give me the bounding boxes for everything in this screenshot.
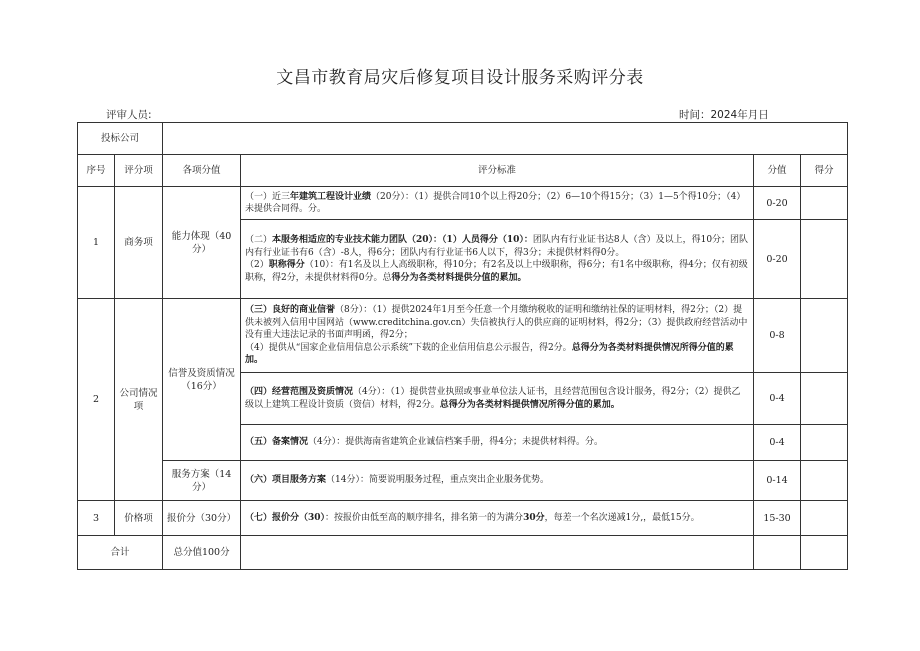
criterion-1: （一）近三年建筑工程设计业绩（20分）：（1）提供合同10个以上得20分；（2）6—10个得15分；（3）1—5个得10分；（4）未提供合同得。分。 [241,187,754,220]
bidder-row [78,123,848,155]
bidder-value-cell[interactable] [163,123,848,155]
row-seq: 1 [78,187,115,299]
total-standard-cell [241,536,754,570]
scoring-table [77,122,848,570]
score-cell-3[interactable] [801,299,848,373]
row-seq: 2 [78,299,115,501]
table-row [78,501,848,536]
total-range-cell [754,536,801,570]
header-seq: 序号 [78,155,115,187]
header-score-range: 分值 [754,155,801,187]
score-cell-4[interactable] [801,373,848,425]
score-cell-6[interactable] [801,461,848,501]
header-score: 得分 [801,155,848,187]
total-label: 合计 [78,536,163,570]
score-cell-1[interactable] [801,187,848,220]
page-title: 文昌市教育局灾后修复项目设计服务采购评分表 [276,68,644,88]
row-item: 公司情况项 [115,299,163,501]
score-cell-2[interactable] [801,220,848,299]
range-3: 0-8 [754,299,801,373]
range-6: 0-14 [754,461,801,501]
table-row [78,299,848,373]
score-cell-5[interactable] [801,425,848,461]
range-5: 0-4 [754,425,801,461]
criterion-3: （三）良好的商业信誉（8分）：（1）提供2024年1月至今任意一个月缴纳税收的证明和缴纳社保的证明材料，得2分；（2）提供未被列入信用中国网站（www.creditchina.gov.cn）失信被执行人的供应商的证明材料，得2分；（3）提供政府经营活动中没有重大违法记录的书面声明函，得2分； （4）提供从“国家企业信用信息公示系统”下载的企业信用信息公示报告，得2分。总得分为各类材料提供情况所得分值的累加。 [241,299,754,373]
header-standard: 评分标准 [241,155,754,187]
header-sub: 各项分值 [163,155,241,187]
criterion-4: （四）经营范围及资质情况（4分）：（1）提供营业执照或事业单位法人证书，且经营范围包含设计服务，得2分；（2）提供乙级以上建筑工程设计资质（资信）材料，得2分。总得分为各类材料提供情况所得分值的累加。 [241,373,754,425]
row-item: 价格项 [115,501,163,536]
criterion-7: （七）报价分（30）：按报价由低至高的顺序排名，排名第一的为满分30分，每差一个名次递减1分,，最低15分。 [241,501,754,536]
row-item: 商务项 [115,187,163,299]
table-row [78,187,848,220]
range-2: 0-20 [754,220,801,299]
criterion-5: （五）备案情况（4分）：提供海南省建筑企业诚信档案手册，得4分；未提供材料得。分。 [241,425,754,461]
row-sub: 能力体现（40分） [163,187,241,299]
header-row [78,155,848,187]
row-sub: 报价分（30分） [163,501,241,536]
score-cell-7[interactable] [801,501,848,536]
total-score-cell[interactable] [801,536,848,570]
date-label: 时间：2024年月日 [679,109,769,121]
criterion-6: （六）项目服务方案（14分）：简要说明服务过程，重点突出企业服务优势。 [241,461,754,501]
row-sub: 信誉及资质情况（16分） [163,299,241,461]
range-7: 15-30 [754,501,801,536]
total-value: 总分值100分 [163,536,241,570]
range-1: 0-20 [754,187,801,220]
criterion-2: （二）本服务相适应的专业技术能力团队（20）：（1）人员得分（10）：团队内有行业证书达8人（含）及以上，得10分；团队内有行业证书有6（含）-8人，得6分；团队内有行业证书6人以下，得3分；未提供材料得0分。 （2）职称得分（10）：有1名及以上人高级职称，得10分；有2名及以上中级职称，得6分；有1名中级职称，得4分；仅有初级职称，得2分，未提供材料得0分。总得分为各类材料提供分值的累加。 [241,220,754,299]
row-seq: 3 [78,501,115,536]
bidder-label: 投标公司 [78,123,163,155]
table-row [78,461,848,501]
range-4: 0-4 [754,373,801,425]
header-item: 评分项 [115,155,163,187]
row-sub: 服务方案（14分） [163,461,241,501]
reviewer-label: 评审人员: [106,109,152,121]
total-row [78,536,848,570]
